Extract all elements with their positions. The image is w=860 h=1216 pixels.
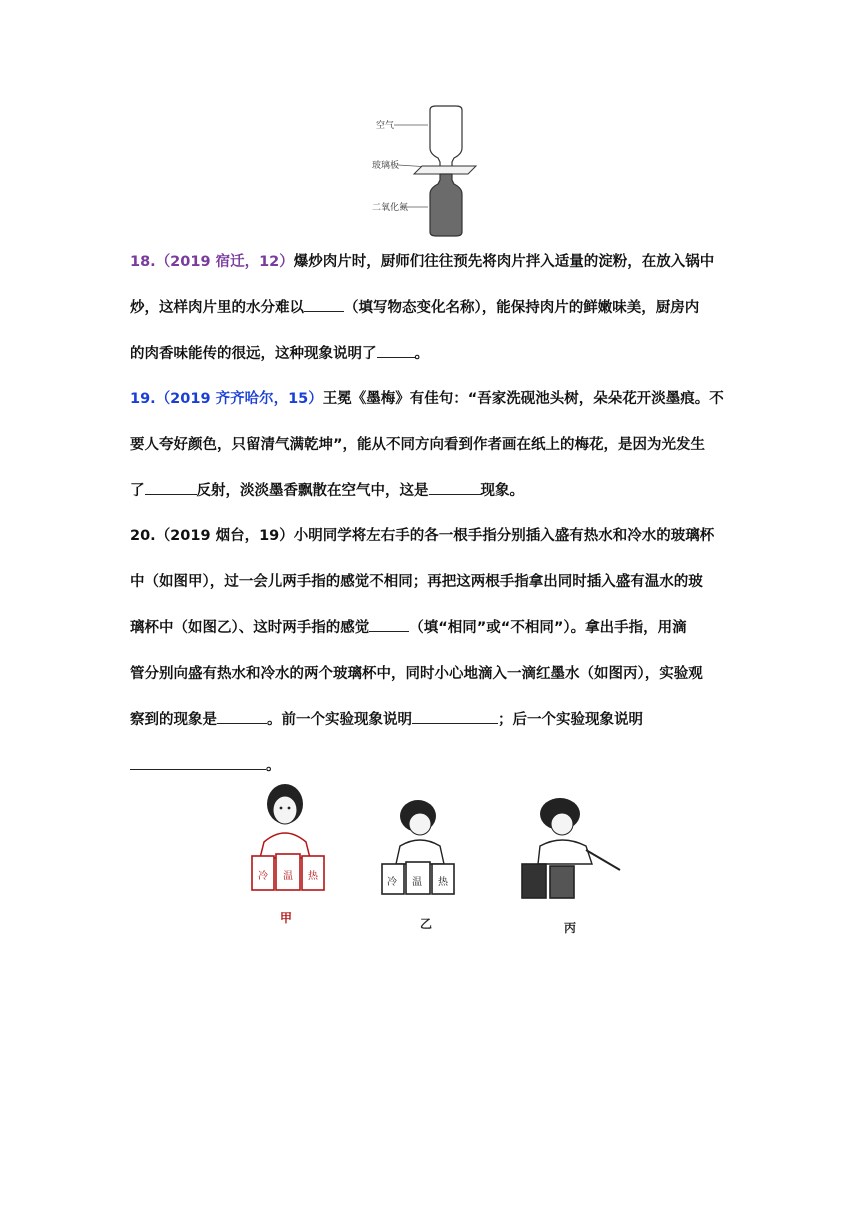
label-air: 空气: [376, 121, 395, 131]
q19-blank-2[interactable]: [429, 480, 481, 495]
q19-blank-1[interactable]: [145, 480, 197, 495]
caption-yi: 乙: [420, 917, 433, 931]
panel-bing: [522, 798, 620, 935]
q20-text-5b: 。前一个实验现象说明: [267, 712, 412, 728]
panel-jia-cup-label-3: 热: [308, 871, 318, 882]
finger-temperature-figure: [240, 780, 640, 940]
question-18: [130, 239, 730, 377]
panel-jia-cup-label-1: 冷: [258, 871, 268, 882]
q20-line-4: [130, 651, 730, 697]
q19-text-3a: 了: [130, 483, 145, 499]
caption-jia: 甲: [280, 911, 293, 925]
panel-yi-cup-label-1: 冷: [387, 877, 397, 888]
panel-jia-cup-label-2: 温: [283, 871, 293, 882]
panel-yi-cup-label-3: 热: [438, 877, 448, 888]
q18-blank-1[interactable]: [304, 297, 344, 312]
top-bottle: [430, 106, 462, 168]
q19-line-2: [130, 422, 730, 468]
q19-line-1: [130, 376, 730, 422]
panel-yi-cup-label-2: 温: [412, 877, 422, 888]
panel-bing-face: [551, 813, 573, 835]
question-19: [130, 376, 730, 514]
panel-yi-face: [409, 813, 431, 835]
q18-text-3a: 的肉香味能传的很远，这种现象说明了: [130, 346, 377, 362]
panel-jia: [252, 784, 324, 925]
q20-text-3b: （填“相同”或“不相同”）。拿出手指，用滴: [409, 620, 687, 636]
q20-text-4: 管分别向盛有热水和冷水的两个玻璃杯中，同时小心地滴入一滴红墨水（如图丙），实验观: [130, 666, 703, 682]
q18-text-2a: 炒，这样肉片里的水分难以: [130, 300, 304, 316]
label-glass-plate: 玻璃板: [372, 161, 400, 171]
q20-text-2: 中（如图甲），过一会儿两手指的感觉不相同；再把这两根手指拿出同时插入盛有温水的玻: [130, 574, 703, 590]
panel-bing-body: [538, 840, 592, 864]
q20-number: 20.: [130, 528, 156, 544]
q19-number: 19.: [130, 391, 156, 407]
q20-blank-4[interactable]: [130, 755, 266, 770]
panel-yi-body: [396, 840, 444, 864]
gas-diffusion-figure: [372, 104, 492, 244]
q20-line-3: [130, 605, 730, 651]
panel-jia-face: [273, 796, 297, 824]
panel-bing-cup-2: [550, 866, 574, 898]
q20-line-2: [130, 559, 730, 605]
q18-line-2: [130, 285, 730, 331]
bottom-bottle: [430, 174, 462, 236]
q19-source: （2019 齐齐哈尔，15）: [155, 391, 323, 407]
q20-line-5: [130, 697, 730, 743]
q18-text-3b: 。: [414, 346, 429, 362]
panel-bing-cup-1: [522, 864, 546, 898]
q20-text-5a: 察到的现象是: [130, 712, 217, 728]
question-20: [130, 513, 730, 789]
glass-plate: [414, 166, 476, 174]
q19-text-3b: 反射，淡淡墨香飘散在空气中，这是: [196, 483, 429, 499]
q19-line-3: [130, 468, 730, 514]
q18-line-1: [130, 239, 730, 285]
caption-bing: 丙: [564, 921, 577, 935]
label-no2: 二氧化氮: [372, 203, 409, 213]
q18-blank-2[interactable]: [377, 343, 415, 358]
q19-text-1: 王冕《墨梅》有佳句：“吾家洗砚池头树，朵朵花开淡墨痕。不: [322, 391, 724, 407]
q20-line-1: [130, 513, 730, 559]
q20-source: （2019 烟台，19）: [155, 528, 294, 544]
q20-text-1: 小明同学将左右手的各一根手指分别插入盛有热水和冷水的玻璃杯: [293, 528, 715, 544]
q20-text-6b: 。: [266, 758, 281, 774]
q19-text-2: 要人夸好颜色，只留清气满乾坤”，能从不同方向看到作者画在纸上的梅花，是因为光发生: [130, 437, 706, 453]
panel-yi: [382, 800, 454, 931]
q20-blank-1[interactable]: [369, 617, 409, 632]
q18-text-1: 爆炒肉片时，厨师们往往预先将肉片拌入适量的淀粉，在放入锅中: [293, 254, 715, 270]
q20-blank-3[interactable]: [412, 709, 498, 724]
q20-blank-2[interactable]: [217, 709, 267, 724]
q18-text-2b: （填写物态变化名称），能保持肉片的鲜嫩味美，厨房内: [344, 300, 700, 316]
q20-text-5c: ；后一个实验现象说明: [498, 712, 643, 728]
q18-number: 18.: [130, 254, 156, 270]
q18-source: （2019 宿迁，12）: [155, 254, 294, 270]
q18-line-3: [130, 331, 730, 377]
q19-text-3c: 现象。: [480, 483, 524, 499]
q20-text-3a: 璃杯中（如图乙）、这时两手指的感觉: [130, 620, 370, 636]
